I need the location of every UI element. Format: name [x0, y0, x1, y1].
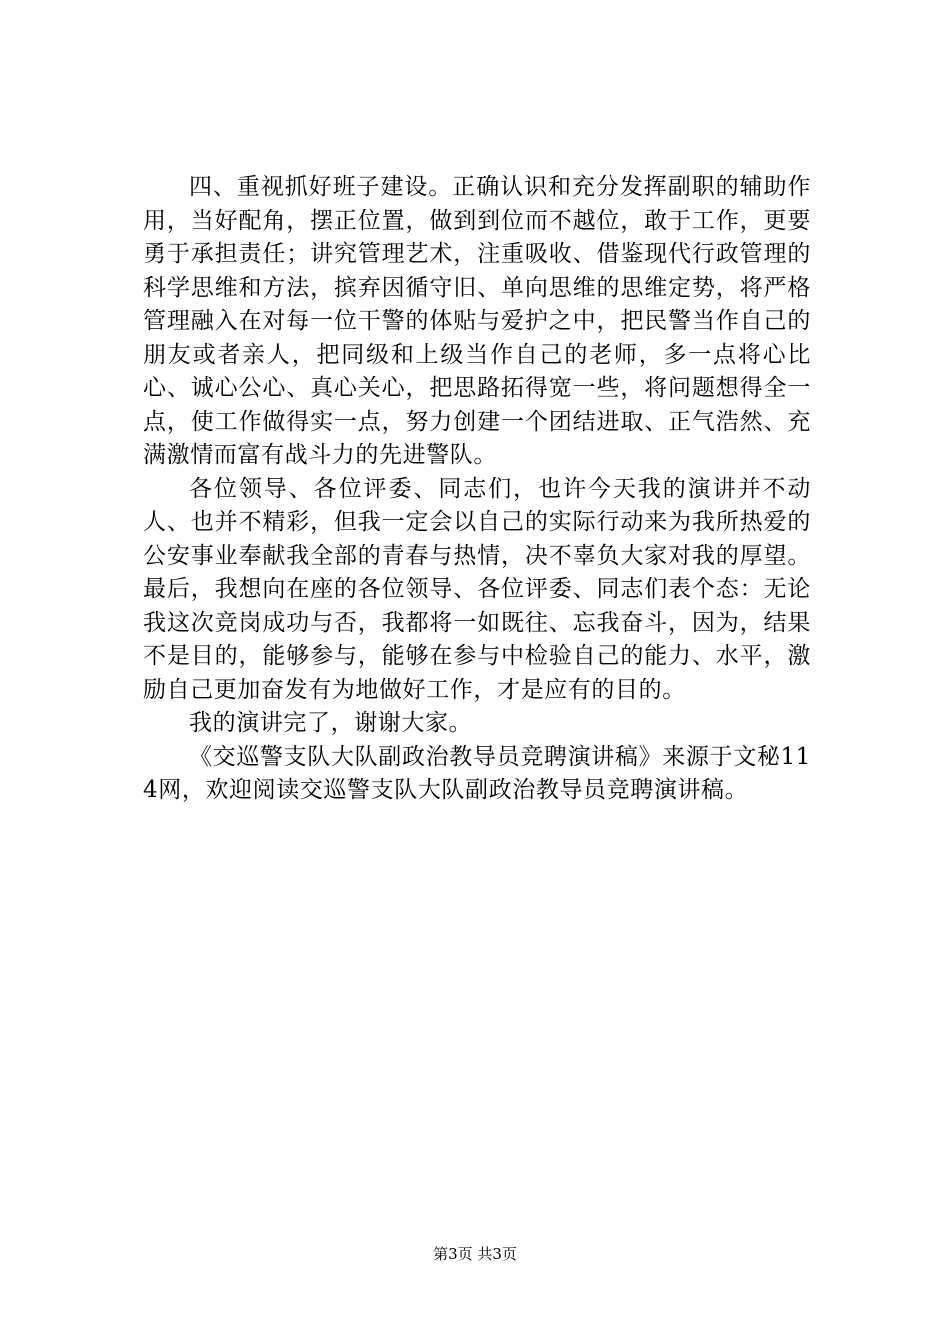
paragraph-team-building: 四、重视抓好班子建设。正确认识和充分发挥副职的辅助作用，当好配角，摆正位置，做到到位而不越位，敢于工作，更要勇于承担责任；讲究管理艺术，注重吸收、借鉴现代行政管理的科学思维和方法，摈弃因循守旧、单向思维的思维定势，将严格管理融入在对每一位干警的体贴与爱护之中，把民警当作自己的朋友或者亲人，把同级和上级当作自己的老师，多一点将心比心、诚心公心、真心关心，把思路拓得宽一些，将问题想得全一点，使工作做得实一点，努力创建一个团结进取、正气浩然、充满激情而富有战斗力的先进警队。	[143, 174, 811, 468]
paragraph-closing-statement: 各位领导、各位评委、同志们，也许今天我的演讲并不动人、也并不精彩，但我一定会以自己的实际行动来为我所热爱的公安事业奉献我全部的青春与热情，决不辜负大家对我的厚望。最后，我想向在座的各位领导、各位评委、同志们表个态：无论我这次竞岗成功与否，我都将一如既往、忘我奋斗，因为，结果不是目的，能够参与，能够在参与中检验自己的能力、水平，激励自己更加奋发有为地做好工作，才是应有的目的。	[143, 475, 811, 703]
paragraph-source-note: 《交巡警支队大队副政治教导员竞聘演讲稿》来源于文秘114网，欢迎阅读交巡警支队大队副政治教导员竞聘演讲稿。	[143, 743, 811, 803]
page-footer	[0, 1244, 950, 1264]
page-number-label: 第3页 共3页	[433, 1245, 517, 1263]
paragraph-thanks: 我的演讲完了，谢谢大家。	[189, 710, 473, 736]
document-body	[143, 171, 811, 808]
